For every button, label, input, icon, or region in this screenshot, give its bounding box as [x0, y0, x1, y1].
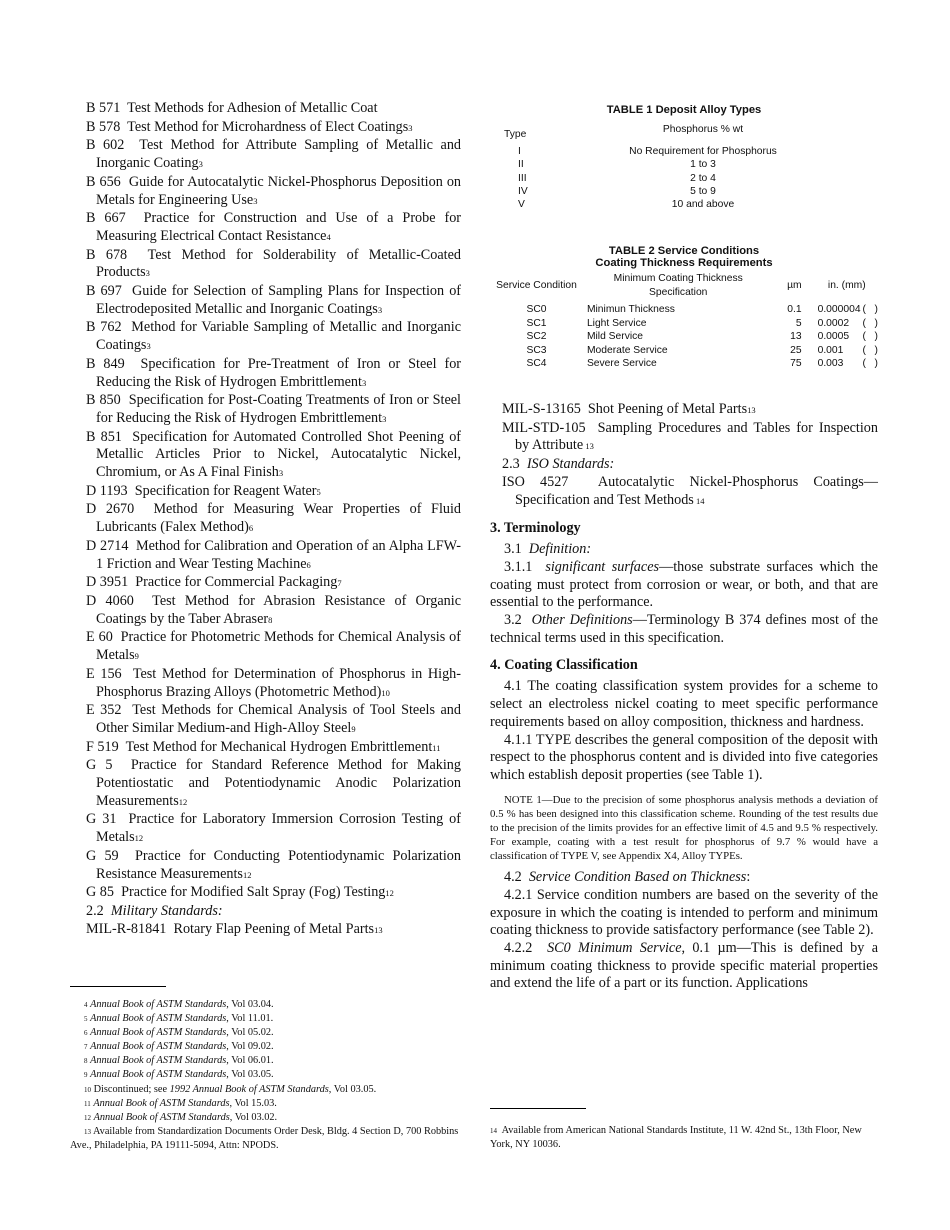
para-3-2: 3.2 Other Definitions—Terminology B 374 defines most of the technical terms used in this specification. — [490, 612, 879, 646]
reference-title: Test Methods for Chemical Analysis of Tool Steels and Other Similar Medium-and High-Alloy Steel — [96, 702, 461, 736]
table-2-service-cell: Severe Service — [586, 358, 657, 370]
reference-footnote-mark: 3 — [253, 195, 258, 206]
footnote-item — [70, 1125, 460, 1153]
table-2-mm-cell: ( ) — [862, 317, 878, 329]
footnote-item — [70, 1040, 460, 1054]
footnote-source-title: Annual Book of ASTM Standards — [93, 1111, 230, 1123]
footnote-source-title: 1992 Annual Book of ASTM Standards — [169, 1083, 329, 1095]
table-1-type-cell: V — [518, 199, 525, 211]
reference-item — [86, 119, 461, 138]
table-2-condition-cell: SC0 — [526, 304, 547, 316]
reference-item — [86, 483, 461, 502]
table-1-type-cell: III — [518, 172, 527, 184]
table-2-row — [490, 330, 878, 344]
reference-code: B 571 — [86, 100, 121, 116]
reference-title: Specification for Pre-Treatment of Iron or Steel for Reducing the Risk of Hydrogen Embrittlement — [96, 355, 462, 390]
reference-title: Test Method for Determination of Phosphorus in High-Phosphorus Brazing Alloys (Photometric Method) — [96, 665, 461, 700]
para-3-1: 3.1 Definition: — [504, 541, 592, 558]
reference-title: Practice for Standard Reference Method for Making Potentiostatic and Potentiodynamic Anodic Polarization Measurements — [96, 757, 461, 809]
reference-item — [86, 538, 461, 574]
footnote-item — [70, 1012, 460, 1026]
reference-footnote-mark: 8 — [268, 614, 273, 625]
table-2-title-line1: TABLE 2 Service Conditions — [608, 245, 760, 258]
reference-title: Specification for Post-Coating Treatments of Iron or Steel for Reducing the Risk of Hydrogen Embrittlement — [96, 392, 461, 426]
table-2-header-um: µm — [787, 280, 802, 292]
reference-footnote-mark: 4 — [326, 231, 331, 242]
reference-footnote-mark: 12 — [242, 869, 252, 880]
table-1-phosphorus-cell: No Requirement for Phosphorus — [629, 146, 777, 157]
reference-footnote-mark: 3 — [146, 341, 151, 352]
reference-footnote-mark: 3 — [408, 122, 413, 133]
table-2-um-cell: 13 — [790, 331, 802, 343]
reference-title: Test Methods for Adhesion of Metallic Coat — [127, 100, 378, 116]
footnote-item — [70, 1111, 460, 1125]
reference-item — [86, 666, 461, 702]
footnote-volume: , Vol 03.05. — [328, 1083, 377, 1095]
reference-item — [86, 811, 461, 847]
footnote-text: Available from Standardization Documents Order Desk, Bldg. 4 Section D, 700 Robbins Ave., Philadelphia, PA 19111-5094, Attn: NPODS. — [70, 1125, 459, 1151]
table-1-type-cell: II — [518, 159, 524, 171]
table-2-header-condition: Service Condition — [496, 280, 577, 292]
table-1-grid — [504, 124, 844, 211]
reference-footnote-mark: 3 — [377, 304, 383, 315]
reference-item — [86, 100, 461, 119]
table-2-in-cell: 0.0002 — [817, 317, 850, 329]
footnote-number: 12 — [84, 1113, 91, 1122]
footnote-rule-left — [70, 986, 166, 987]
table-1-row — [504, 145, 844, 158]
reference-item — [86, 739, 461, 758]
footnote-volume: , Vol 03.05. — [226, 1069, 274, 1081]
para-4-1: 4.1 The coating classification system provides for a scheme to select an electroless nickel coating to meet specific performance requirements based on alloy composition, thickness and hardness. — [490, 678, 878, 730]
right-column — [490, 100, 878, 993]
footnote-number: 9 — [84, 1071, 88, 1080]
footnote-source-title: Annual Book of ASTM Standards — [90, 1013, 227, 1025]
footnote-number: 5 — [84, 1015, 88, 1024]
reference-item — [86, 629, 461, 665]
footnote-number: 4 — [84, 1001, 88, 1009]
reference-footnote-mark: 9 — [351, 723, 356, 734]
table-1-type-cell: IV — [518, 185, 528, 197]
footnote-number: 13 — [84, 1127, 91, 1136]
reference-title: Practice for Commercial Packaging — [135, 574, 338, 591]
left-column — [86, 100, 461, 939]
reference-footnote-mark: 11 — [432, 742, 441, 753]
reference-title: Practice for Photometric Methods for Chemical Analysis of Metals — [96, 629, 462, 664]
table-2-in-cell: 0.000004 — [817, 304, 861, 316]
reference-code: E 156 — [86, 665, 122, 682]
table-2-um-cell: 75 — [790, 358, 802, 370]
table-2-um-cell: 0.1 — [787, 304, 802, 316]
footnote-right: 14 Available from American National Standards Institute, 11 W. 42nd St., 13th Floor, New York, NY 10036. — [490, 1125, 862, 1151]
reference-item — [86, 757, 461, 811]
table-2-condition-cell: SC1 — [526, 317, 547, 329]
table-1-header-phosphorus: Phosphorus % wt — [662, 124, 744, 135]
footnote-source-title: Annual Book of ASTM Standards — [90, 1027, 227, 1039]
military-ref: MIL-S-13165 Shot Peening of Metal Parts13 — [502, 400, 756, 417]
reference-item — [86, 702, 461, 738]
footnote-source-title: Annual Book of ASTM Standards — [90, 1055, 227, 1067]
reference-item — [86, 174, 461, 210]
reference-footnote-mark: 3 — [198, 159, 203, 170]
reference-footnote-mark: 9 — [134, 651, 139, 662]
footnote-source-title: Annual Book of ASTM Standards — [93, 1097, 230, 1109]
para-4-1-1: 4.1.1 TYPE describes the general composition of the deposit with respect to the phosphorus content and is divided into five categories which establish deposit properties (see Table 1). — [490, 731, 878, 783]
iso-heading: 2.3 ISO Standards: — [502, 456, 615, 473]
table-1-type-cell: I — [518, 146, 521, 157]
table-1-row — [504, 172, 844, 185]
reference-footnote-mark: 7 — [337, 578, 342, 589]
table-1 — [490, 104, 878, 211]
para-4-2-1: 4.2.1 Service condition numbers are based on the severity of the exposure in which the coating is intended to perform and minimum coating thickness to provide satisfactory performance (see Table 2). — [490, 886, 878, 939]
table-2-in-cell: 0.003 — [817, 358, 844, 370]
footnote-volume: , Vol 03.02. — [229, 1111, 278, 1123]
reference-item — [86, 429, 461, 483]
reference-footnote-mark: 10 — [381, 687, 390, 698]
military-standards-heading: 2.2 Military Standards: — [86, 902, 223, 919]
reference-code: B 602 — [86, 137, 125, 154]
reference-code: G 59 — [86, 847, 119, 864]
reference-title: Test Method for Mechanical Hydrogen Embrittlement — [125, 738, 433, 755]
reference-footnote-mark: 3 — [145, 268, 150, 279]
reference-code: D 1193 — [86, 482, 128, 499]
reference-title: Test Method for Solderability of Metallic-Coated Products — [96, 246, 461, 281]
table-2-mm-cell: ( ) — [862, 331, 878, 343]
footnote-item — [70, 1068, 460, 1082]
footnote-rule-right — [490, 1108, 586, 1109]
table-2-um-cell: 25 — [790, 344, 802, 356]
reference-code: B 656 — [86, 173, 121, 190]
reference-title: Test Method for Attribute Sampling of Metallic and Inorganic Coating — [96, 137, 462, 172]
table-2-condition-cell: SC2 — [526, 331, 547, 343]
footnote-number: 7 — [84, 1043, 88, 1052]
reference-title: Guide for Autocatalytic Nickel-Phosphorus Deposition on Metals for Engineering Use — [96, 173, 462, 208]
reference-code: B 667 — [86, 210, 126, 227]
reference-footnote-mark: 6 — [306, 559, 311, 570]
table-2-condition-cell: SC4 — [526, 358, 547, 370]
reference-code: D 2670 — [86, 501, 135, 518]
reference-title: Test Method for Abrasion Resistance of Organic Coatings by the Taber Abraser — [96, 592, 461, 627]
para-4-2-2: 4.2.2 SC0 Minimum Service, 0.1 µm—This is defined by a minimum coating thickness to provide specific material properties and extend the life of a part or its function. Applications — [490, 939, 878, 992]
reference-item — [86, 884, 461, 903]
reference-footnote-mark: 5 — [316, 486, 321, 497]
footnote-text: Discontinued; see — [93, 1083, 170, 1095]
table-2-service-cell: Moderate Service — [586, 344, 668, 356]
reference-item — [86, 356, 461, 392]
reference-title: Specification for Automated Controlled Shot Peening of Metallic Articles Prior to Nickel, Autocatalytic Nickel, Chromium, or As A Final Finish — [96, 428, 462, 481]
table-2-service-cell: Mild Service — [586, 331, 644, 343]
table-2-service-cell: Minimun Thickness — [586, 304, 675, 316]
reference-code: D 2714 — [86, 537, 129, 554]
footnote-volume: , Vol 06.01. — [226, 1055, 274, 1067]
footnote-source-title: Annual Book of ASTM Standards — [90, 1041, 227, 1053]
table-2-service-cell: Light Service — [586, 317, 647, 329]
reference-item — [86, 593, 461, 629]
reference-footnote-mark: 3 — [278, 468, 284, 479]
table-1-row — [504, 158, 844, 171]
table-2 — [490, 245, 878, 371]
reference-title: Method for Variable Sampling of Metallic and Inorganic Coatings — [96, 319, 461, 354]
table-2-mm-cell: ( ) — [862, 358, 878, 370]
footnote-number: 6 — [84, 1029, 88, 1038]
note-1: NOTE 1—Due to the precision of some phosphorus analysis methods a deviation of 0.5 % has been designed into this classification scheme. Rounding of the test results due to the precision of the limits provides for an effective limit of 4.5 and 9.5 % respectively. For example, coating with a test result for phosphorus of 9.7 % would have a classification of TYPE V, see Appendix X4, Alloy TYPEs. — [490, 793, 878, 863]
reference-footnote-mark: 3 — [361, 377, 367, 388]
reference-item — [86, 392, 461, 428]
reference-title: Test Method for Microhardness of Elect Coatings — [127, 118, 409, 135]
table-2-row — [490, 299, 878, 317]
reference-code: D 3951 — [86, 574, 129, 591]
footnote-volume: , Vol 03.04. — [226, 999, 274, 1010]
footnote-item — [70, 998, 460, 1012]
table-2-condition-cell: SC3 — [526, 344, 547, 356]
footnote-item — [70, 1026, 460, 1040]
reference-code: G 5 — [86, 757, 113, 774]
right-military-continuation — [490, 401, 878, 510]
table-2-grid — [490, 272, 878, 371]
reference-item — [86, 574, 461, 593]
table-2-header-in: in. (mm) — [827, 280, 866, 292]
reference-code: D 4060 — [86, 592, 134, 609]
reference-code: B 849 — [86, 355, 125, 372]
reference-title: Specification for Reagent Water — [134, 482, 317, 499]
table-2-in-cell: 0.0005 — [817, 331, 850, 343]
footnote-number: 8 — [84, 1057, 88, 1066]
reference-code: G 31 — [86, 811, 117, 828]
reference-title: Method for Calibration and Operation of an Alpha LFW-1 Friction and Wear Testing Machine — [96, 537, 462, 572]
classification-heading: 4. Coating Classification — [490, 657, 638, 674]
reference-footnote-mark: 12 — [178, 796, 188, 807]
footnotes-left — [70, 998, 460, 1153]
table-2-row — [490, 317, 878, 331]
table-1-phosphorus-cell: 10 and above — [671, 199, 735, 211]
reference-code: B 850 — [86, 392, 121, 409]
footnote-source-title: Annual Book of ASTM Standards — [90, 999, 227, 1010]
table-2-row — [490, 357, 878, 371]
reference-footnote-mark: 12 — [385, 888, 394, 899]
terminology-heading: 3. Terminology — [490, 520, 581, 537]
reference-code: B 762 — [86, 319, 122, 336]
reference-code: F 519 — [86, 738, 119, 755]
referenced-documents-list — [86, 100, 461, 903]
reference-item — [86, 501, 461, 537]
reference-footnote-mark: 6 — [248, 523, 254, 534]
reference-title: Practice for Laboratory Immersion Corrosion Testing of Metals — [96, 811, 462, 846]
para-4-2: 4.2 Service Condition Based on Thickness: — [504, 869, 751, 886]
footnote-item — [70, 1083, 460, 1097]
table-2-mm-cell: ( ) — [862, 344, 878, 356]
reference-code: B 578 — [86, 118, 121, 135]
iso-ref: ISO 4527 Autocatalytic Nickel-Phosphorus Coatings—Specification and Test Methods 14 — [502, 473, 878, 508]
table-2-row — [490, 344, 878, 358]
reference-title: Guide for Selection of Sampling Plans for Inspection of Electrodeposited Metallic and Inorganic Coatings — [96, 283, 462, 317]
table-2-header-thickness: Minimum Coating Thickness Specification — [613, 273, 743, 298]
footnote-number: 11 — [84, 1099, 91, 1108]
reference-code: B 678 — [86, 246, 128, 263]
reference-footnote-mark: 3 — [382, 413, 387, 424]
reference-code: B 851 — [86, 428, 122, 445]
para-3-1-1: 3.1.1 significant surfaces—those substrate surfaces which the coating must protect from corrosion or wear, or both, and that are essential to the performance. — [490, 558, 878, 611]
table-1-row — [504, 185, 844, 198]
table-2-in-cell: 0.001 — [817, 344, 844, 356]
table-1-title: TABLE 1 Deposit Alloy Types — [606, 104, 762, 116]
reference-item — [86, 319, 461, 355]
reference-item — [86, 283, 461, 319]
reference-code: E 352 — [86, 702, 122, 719]
reference-item — [86, 137, 461, 173]
reference-code: G 85 — [86, 884, 114, 901]
table-1-row — [504, 198, 844, 211]
footnote-item — [70, 1097, 460, 1111]
footnote-item — [70, 1054, 460, 1068]
table-2-um-cell: 5 — [795, 317, 802, 329]
military-ref: MIL-STD-105 Sampling Procedures and Tables for Inspection by Attribute 13 — [502, 419, 878, 454]
military-ref-first: MIL-R-81841 Rotary Flap Peening of Metal Parts13 — [86, 920, 383, 937]
reference-footnote-mark: 12 — [134, 833, 144, 844]
table-1-header-type: Type — [504, 129, 527, 140]
reference-code: B 697 — [86, 283, 122, 300]
table-2-title-line2: Coating Thickness Requirements — [595, 257, 773, 270]
footnote-volume: , Vol 15.03. — [229, 1097, 277, 1109]
footnote-source-title: Annual Book of ASTM Standards — [90, 1069, 227, 1081]
footnote-volume: , Vol 11.01. — [226, 1013, 274, 1025]
reference-code: E 60 — [86, 629, 113, 646]
footnote-number: 10 — [84, 1085, 91, 1094]
reference-item — [86, 848, 461, 884]
reference-title: Practice for Conducting Potentiodynamic Polarization Resistance Measurements — [96, 847, 461, 882]
reference-title: Practice for Modified Salt Spray (Fog) Testing — [121, 884, 386, 901]
table-1-phosphorus-cell: 2 to 4 — [690, 172, 716, 184]
reference-item — [86, 210, 461, 246]
reference-item — [86, 247, 461, 283]
footnote-volume: , Vol 05.02. — [226, 1027, 274, 1039]
table-1-phosphorus-cell: 5 to 9 — [690, 185, 716, 197]
reference-title: Practice for Construction and Use of a Probe for Measuring Electrical Contact Resistance — [96, 210, 462, 244]
table-1-phosphorus-cell: 1 to 3 — [690, 159, 716, 171]
reference-title: Method for Measuring Wear Properties of Fluid Lubricants (Falex Method) — [96, 501, 462, 536]
footnote-volume: , Vol 09.02. — [226, 1041, 274, 1053]
table-2-mm-cell: ( ) — [862, 304, 878, 316]
